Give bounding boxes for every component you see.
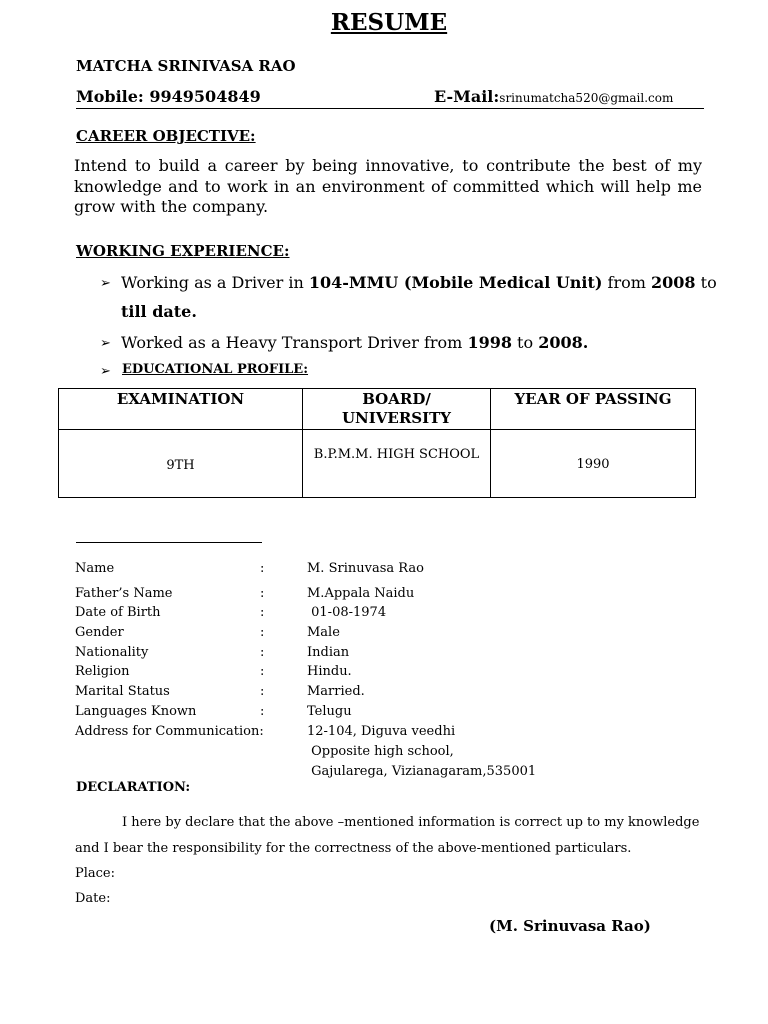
place-label: Place: xyxy=(75,866,116,881)
personal-colon: : xyxy=(260,605,265,620)
table-row xyxy=(59,430,696,498)
personal-value: Male xyxy=(307,625,340,640)
applicant-name: MATCHA SRINIVASA RAO xyxy=(76,57,296,75)
declaration-text-line: I here by declare that the above –mentioned information is correct up to my knowledge xyxy=(122,815,700,830)
mobile-label: Mobile: xyxy=(76,87,150,106)
personal-colon: : xyxy=(260,664,265,679)
email-address: srinumatcha520@gmail.com xyxy=(499,91,674,105)
personal-value: 01-08-1974 xyxy=(307,605,387,620)
personal-value: Hindu. xyxy=(307,664,352,679)
working-experience-heading: WORKING EXPERIENCE: xyxy=(76,242,290,260)
personal-label: Address for Communication: xyxy=(75,724,264,739)
experience-item: Working as a Driver in 104-MMU (Mobile Medical Unit) from 2008 to xyxy=(121,273,717,292)
personal-label: Date of Birth xyxy=(75,605,161,620)
header-divider xyxy=(76,108,704,109)
date-label: Date: xyxy=(75,891,111,906)
cell-examination: 9TH xyxy=(59,430,303,498)
personal-colon: : xyxy=(260,561,265,576)
personal-label: Nationality xyxy=(75,645,149,660)
declaration-text-line: and I bear the responsibility for the correctness of the above-mentioned particulars. xyxy=(75,841,632,856)
personal-value: Married. xyxy=(307,684,365,699)
personal-label: Name xyxy=(75,561,115,576)
personal-label: Father’s Name xyxy=(75,586,173,601)
experience-item-continuation: till date. xyxy=(121,302,197,321)
personal-section-divider xyxy=(76,542,262,543)
cell-year: 1990 xyxy=(491,430,696,498)
personal-label: Marital Status xyxy=(75,684,170,699)
bullet-arrow-icon: ➢ xyxy=(100,364,111,379)
cell-board: B.P.M.M. HIGH SCHOOL xyxy=(303,430,491,498)
personal-label: Religion xyxy=(75,664,130,679)
personal-value: Indian xyxy=(307,645,350,660)
personal-value: M. Srinuvasa Rao xyxy=(307,561,424,576)
column-header-year: YEAR OF PASSING xyxy=(491,389,696,430)
personal-colon: : xyxy=(260,625,265,640)
personal-colon: : xyxy=(260,704,265,719)
educational-profile-heading: EDUCATIONAL PROFILE: xyxy=(122,362,309,377)
signature-name: (M. Srinuvasa Rao) xyxy=(489,917,651,935)
personal-label: Languages Known xyxy=(75,704,197,719)
bullet-arrow-icon: ➢ xyxy=(100,276,111,291)
personal-colon: : xyxy=(260,586,265,601)
bullet-arrow-icon: ➢ xyxy=(100,336,111,351)
personal-colon: : xyxy=(260,645,265,660)
column-header-examination: EXAMINATION xyxy=(59,389,303,430)
email-line xyxy=(434,87,673,106)
resume-title: RESUME xyxy=(330,9,448,36)
education-table xyxy=(58,388,696,498)
declaration-heading: DECLARATION: xyxy=(76,780,191,795)
mobile-number: 9949504849 xyxy=(149,87,261,106)
personal-value: 12-104, Diguva veedhi xyxy=(307,724,456,739)
personal-colon: : xyxy=(260,684,265,699)
personal-value: Telugu xyxy=(307,704,352,719)
personal-label: Gender xyxy=(75,625,124,640)
table-header-row xyxy=(59,389,696,430)
address-line: Gajularega, Vizianagaram,535001 xyxy=(307,764,537,779)
career-objective-text: Intend to build a career by being innovative, to contribute the best of my knowledge and to work in an environment of committed which will help me grow with the company. xyxy=(74,156,702,216)
personal-value: M.Appala Naidu xyxy=(307,586,415,601)
career-objective-heading: CAREER OBJECTIVE: xyxy=(76,127,256,145)
email-label: E-Mail: xyxy=(434,87,500,106)
address-line: Opposite high school, xyxy=(307,744,454,759)
mobile-line xyxy=(76,87,261,106)
column-header-board: BOARD/ UNIVERSITY xyxy=(303,389,491,430)
experience-item: Worked as a Heavy Transport Driver from 1998 to 2008. xyxy=(121,333,589,352)
